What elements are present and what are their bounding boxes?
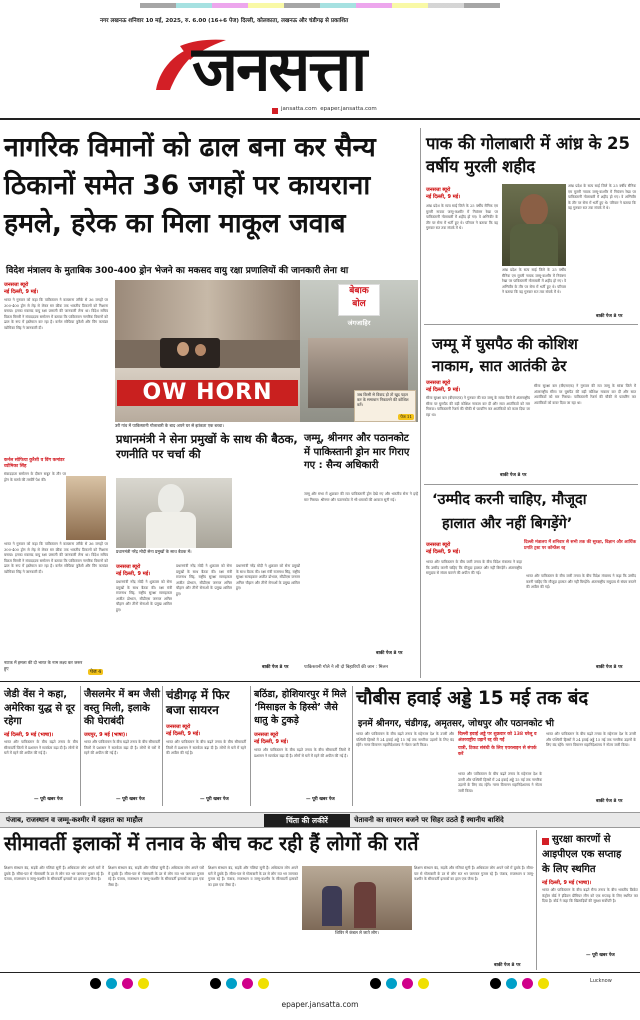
airports-highlight-box [458,732,542,770]
masthead-urls: jansatta.com epaper.jansatta.com [281,106,377,112]
pm-continued: बाकी पेज 8 पर [262,665,289,670]
ummeed-body-col2: भारत और पाकिस्तान के बीच जारी तनाव के बीच विदेश मंत्रालय ने कहा कि उम्मीद करनी चाहिए कि मौजूदा हालात और नहीं बिगड़ेंगे। अंतरराष्ट्रीय समुदाय से संयम बरतने की अपील की गई। [526,574,636,590]
jd-vance-dateline: नई दिल्ली, 9 मई (भाषा)। [4,732,54,738]
airports-subhead: इनमें श्रीनगर, चंडीगढ़, अमृतसर, जोधपुर और पठानकोट भी [358,719,554,729]
jd-vance-body: भारत और पाकिस्तान के बीच बढ़ते तनाव के बीच सीमावर्ती जिलों में प्रशासन ने सतर्कता बढ़ा दी है। लोगों से घरों में रहने की अपील की गई है। [4,740,78,756]
lead-page-ref [88,658,108,675]
lead-body-cont: भारत ने गुरुवार को कहा कि पाकिस्तान ने कायराना तरीके से 36 जगहों पर 300-400 ड्रोन से लेह से लेकर सर क्रीक तक भारतीय ठिकानों को निशाना बनाया। इनका मकसद वायु रक्षा प्रणाली की जानकारी लेना था। विदेश सचिव विक्रम मिसरी ने संवाददाता सम्मेलन में बताया कि पाकिस्तान नागरिक विमानों को ढाल के रूप में इस्तेमाल कर रहा है। कर्नल सोफिया कुरैशी और विंग कमांडर व्योमिका सिंह ने जानकारी दी। [4,542,108,574]
jammu-drone-continued: बाकी पेज 8 पर [376,651,403,656]
jd-vance-continued [34,796,78,804]
lead-subhead: विदेश मंत्रालय के मुताबिक 300-400 ड्रोन भेजने का मकसद वायु रक्षा प्रणालियों की जानकारी लेना था [6,266,349,276]
border-continued: बाकी पेज 8 पर [494,963,521,968]
lead-sidebar-label: कर्नल सोफिया कुरैशी व विंग कमांडर व्योमिका सिंह [4,458,65,469]
ticker-center: चिंता की लकीरें [264,814,350,827]
jaisalmer-body: भारत और पाकिस्तान के बीच बढ़ते तनाव के बीच सीमावर्ती जिलों में प्रशासन ने सतर्कता बढ़ा दी है। लोगों से घरों में रहने की अपील की गई है। [84,740,160,756]
jammu-infiltration-headline-1: जम्मू में घुसपैठ की कोशिश [432,335,578,353]
pm-photo [116,478,232,548]
jammu-drone-footer-note: पाकिस्तानी गोले ने ली दो बिहारियों की जान : मिलन [304,665,388,670]
chandigarh-headline: चंडीगढ़ में फिर बजा सायरन [166,688,230,717]
border-body: शिक्षण संस्थान बंद, सड़कें और गलियां सुनी हैं। अधिकतर लोग अपने घरों में दुबके हैं। सीमा-पार से गोलाबारी के डर से लोग रात भर जागकर गुजार रहे हैं। पंजाब, राजस्थान व जम्मू-कश्मीर के सीमावर्ती इलाकों का हाल एक जैसा है। [4,866,104,882]
jaisalmer-continued: — पूरी खबर पेज [116,797,145,802]
lead-headline-line-3: हमले, हरेक का मिला माकूल जवाब [4,208,346,239]
ipl-headline-2: आइपीएल एक सप्ताह [542,849,622,860]
bebaak-column: जंगजाहिर [347,319,371,327]
lead-photo-banner: OW HORN [117,380,298,406]
masthead-title: जनसत्ता [192,32,366,105]
ummeed-body: भारत और पाकिस्तान के बीच जारी तनाव के बीच विदेश मंत्रालय ने कहा कि उम्मीद करनी चाहिए कि मौजूदा हालात और नहीं बिगड़ेंगे। अंतरराष्ट्रीय समुदाय से संयम बरतने की अपील की गई। [426,560,522,576]
ipl-headline-3: के लिए स्थगित [542,864,596,875]
footer-center: epaper.jansatta.com [281,1000,359,1009]
jammu-infiltration-body: सीमा सुरक्षा बल (बीएसएफ) ने गुरुवार की रात जम्मू के सांबा जिले में अंतरराष्ट्रीय सीमा पर घुसपैठ की बड़ी कोशिश नाकाम कर दी और सात आतंकियों को मार गिराया। पाकिस्तानी रेंजर्स की चौकी से फायरिंग कर आतंकियों को कवर दिया जा रहा था। [426,396,530,417]
airports-headline: चौबीस हवाई अड्डे 15 मई तक बंद [356,688,589,709]
border-body-col3: शिक्षण संस्थान बंद, सड़कें और गलियां सुनी हैं। अधिकतर लोग अपने घरों में दुबके हैं। सीमा-पार से गोलाबारी के डर से लोग रात भर जागकर गुजार रहे हैं। पंजाब, राजस्थान व जम्मू-कश्मीर के सीमावर्ती इलाकों का हाल एक जैसा है। [208,866,299,887]
lead-sidebar-photo [66,476,106,540]
lead-photo-caption: उरी गांव में पाकिस्तानी गोलाबारी के बाद अपने घर से झांकता एक बच्चा। [115,423,224,428]
lead-sidebar-body: संवाददाता सम्मेलन के दौरान सबूत के तौर पर ड्रोन के मलबे की तस्वीरें पेश कीं। [4,472,66,482]
airports-highlight-2: यात्री, टिकट संबंधी के लिए एयरलाइन से संपर्क करें [458,746,537,757]
ipl-headline-1: सुरक्षा कारणों से [552,834,611,845]
chandigarh-body: भारत और पाकिस्तान के बीच बढ़ते तनाव के बीच सीमावर्ती जिलों में प्रशासन ने सतर्कता बढ़ा दी है। लोगों से घरों में रहने की अपील की गई है। [166,740,246,756]
bebaak-label-2: बोल [352,299,366,309]
masthead-url-icon [272,108,278,114]
bathinda-continued: — पूरी खबर पेज [306,797,335,802]
ipl-bullet-icon [542,838,549,845]
ipl-continued: — पूरी खबर पेज [586,953,615,958]
ticker-right: चेतावनी का सायरन बजने पर सिहर उठते हैं स्थानीय बाशिंदे [354,816,504,824]
border-headline: सीमावर्ती इलाकों में तनाव के बीच कट रही हैं लोगों की रातें [4,832,419,855]
jammu-infiltration-headline-2: नाकाम, सात आतंकी ढेर [432,357,567,375]
pm-body-col2: प्रधानमंत्री नरेंद्र मोदी ने शुक्रवार को सेना प्रमुखों के साथ बैठक की। रक्षा मंत्री राजनाथ सिंह, राष्ट्रीय सुरक्षा सलाहकार अजीत डोभाल, सीडीएस जनरल अनिल चौहान और तीनों सेनाओं के प्रमुख शामिल हुए। [176,564,232,596]
pm-body: प्रधानमंत्री नरेंद्र मोदी ने शुक्रवार को सेना प्रमुखों के साथ बैठक की। रक्षा मंत्री राजनाथ सिंह, राष्ट्रीय सुरक्षा सलाहकार अजीत डोभाल, सीडीएस जनरल अनिल चौहान और तीनों सेनाओं के प्रमुख शामिल हुए। [116,580,172,612]
murali-continued: बाकी पेज 8 पर [596,314,623,319]
bebaak-caption: जब किसी से विवाद हो तो खुद पहल कर के समाधान निकालने की कोशिश करें। [357,392,409,407]
chandigarh-dateline: जनसत्ता ब्यूरो नई दिल्ली, 9 मई। [166,724,201,737]
airports-continued: बाकी पेज 8 पर [596,799,623,804]
airports-highlight-1: दिल्ली हवाई अड्डे पर शुक्रवार को 138 घरेलू व अंतरराष्ट्रीय उड़ानें रद्द की गईं [458,732,537,743]
pm-headline: प्रधानमंत्री ने सेना प्रमुखों के साथ की बैठक, रणनीति पर चर्चा की [116,432,298,461]
border-photo-caption: शिविर में कंबल ले जाते लोग। [302,930,412,937]
jammu-infiltration-body-col2: सीमा सुरक्षा बल (बीएसएफ) ने गुरुवार की रात जम्मू के सांबा जिले में अंतरराष्ट्रीय सीमा पर घुसपैठ की बड़ी कोशिश नाकाम कर दी और सात आतंकियों को मार गिराया। पाकिस्तानी रेंजर्स की चौकी से फायरिंग कर आतंकियों को कवर दिया जा रहा था। [534,384,636,405]
bebaak-label [338,284,380,316]
ipl-body: भारत और पाकिस्तान के बीच बढ़ते सैन्य तनाव के बीच भारतीय क्रिकेट कंट्रोल बोर्ड ने इंडियन प्रीमियर लीग को एक सप्ताह के लिए स्थगित कर दिया है। बोर्ड ने कहा कि खिलाड़ियों की सुरक्षा सर्वोपरि है। [542,888,638,904]
masthead-top-line: नगर लखनऊ शनिवार 10 मई, 2025, रु. 6.00 (16+6 पेज) दिल्ली, कोलकाता, लखनऊ और चंडीगढ़ से प्रकाशित [100,18,349,24]
ipl-dateline: नई दिल्ली, 9 मई (भाषा)। [542,880,592,886]
lead-headline-line-1: नागरिक विमानों को ढाल बना कर सैन्य [4,132,376,163]
lead-footer-note: नाटक में हमला की दो भारत के नाम लक्ष्य कर जरूर हुए [4,660,83,671]
pm-body-col3: प्रधानमंत्री नरेंद्र मोदी ने शुक्रवार को सेना प्रमुखों के साथ बैठक की। रक्षा मंत्री राजनाथ सिंह, राष्ट्रीय सुरक्षा सलाहकार अजीत डोभाल, सीडीएस जनरल अनिल चौहान और तीनों सेनाओं के प्रमुख शामिल हुए। [236,564,300,591]
murali-headline: पाक की गोलाबारी में आंध्र के 25 वर्षीय मुरली शहीद [426,134,630,176]
ticker-left: पंजाब, राजस्थान व जम्मू-कश्मीर में दहशत का माहौल [6,816,143,824]
lead-body: भारत ने गुरुवार को कहा कि पाकिस्तान ने कायराना तरीके से 36 जगहों पर 300-400 ड्रोन से लेह से लेकर सर क्रीक तक भारतीय ठिकानों को निशाना बनाया। इनका मकसद वायु रक्षा प्रणाली की जानकारी लेना था। विदेश सचिव विक्रम मिसरी ने संवाददाता सम्मेलन में बताया कि पाकिस्तान नागरिक विमानों को ढाल के रूप में इस्तेमाल कर रहा है। कर्नल सोफिया कुरैशी और विंग कमांडर व्योमिका सिंह ने जानकारी दी। [4,298,108,330]
ummeed-dateline: जनसत्ता ब्यूरो नई दिल्ली, 9 मई। [426,542,461,555]
jd-vance-continued-text: — पूरी खबर पेज [34,797,63,802]
lead-headline-line-2: ठिकानों समेत 36 जगहों पर कायराना [4,170,371,201]
jammu-infiltration-continued: बाकी पेज 8 पर [500,473,527,478]
airports-body-col2: भारत और पाकिस्तान के बीच बढ़ते तनाव के मद्देनजर देश के उत्तरी और पश्चिमी हिस्सों में 24 हवाई अड्डे 15 मई तक नागरिक उड़ानों के लिए बंद रहेंगे। नागर विमानन महानिदेशालय ने नोटम जारी किया। [458,772,542,793]
bathinda-body: भारत और पाकिस्तान के बीच बढ़ते तनाव के बीच सीमावर्ती जिलों में प्रशासन ने सतर्कता बढ़ा दी है। लोगों से घरों में रहने की अपील की गई है। [254,748,350,758]
color-registration-strip [90,978,550,990]
lead-page-ref-badge: पेज 4 [90,669,102,675]
murali-body: आंध्र प्रदेश के सत्य साई जिले के 25 वर्षीय सैनिक एम मुरली नायक जम्मू-कश्मीर में नियंत्रण रेखा पर पाकिस्तानी गोलाबारी में शहीद हो गए। वे अग्निवीर के तौर पर सेना में भर्ती हुए थे। परिवार ने बताया कि वह गुरुवार रात तक संपर्क में थे। [426,204,498,231]
jammu-infiltration-dateline: जनसत्ता ब्यूरो नई दिल्ली, 9 मई। [426,380,461,393]
airports-body: भारत और पाकिस्तान के बीच बढ़ते तनाव के मद्देनजर देश के उत्तरी और पश्चिमी हिस्सों में 24 हवाई अड्डे 15 मई तक नागरिक उड़ानों के लिए बंद रहेंगे। नागर विमानन महानिदेशालय ने नोटम जारी किया। [356,732,454,748]
border-photo [302,866,412,930]
jammu-drone-body: जम्मू और संभा में शुक्रवार की रात पाकिस्तानी ड्रोन देखे गए और भारतीय सेना ने इन्हें मार गिराया। श्रीनगर और पठानकोट में भी धमाकों की आवाज सुनी गई। [304,492,418,502]
ummeed-continued: बाकी पेज 8 पर [596,665,623,670]
border-body-col4: शिक्षण संस्थान बंद, सड़कें और गलियां सुनी हैं। अधिकतर लोग अपने घरों में दुबके हैं। सीमा-पार से गोलाबारी के डर से लोग रात भर जागकर गुजार रहे हैं। पंजाब, राजस्थान व जम्मू-कश्मीर के सीमावर्ती इलाकों का हाल एक जैसा है। [414,866,534,882]
jaisalmer-headline: जैसलमेर में बम जैसी वस्तु मिली, इलाके की घेराबंदी [84,689,160,727]
murali-photo [502,184,566,266]
bathinda-dateline: जनसत्ता ब्यूरो नई दिल्ली, 9 मई। [254,732,289,745]
footer-right: Lucknow [590,978,612,984]
border-body-col2: शिक्षण संस्थान बंद, सड़कें और गलियां सुनी हैं। अधिकतर लोग अपने घरों में दुबके हैं। सीमा-पार से गोलाबारी के डर से लोग रात भर जागकर गुजार रहे हैं। पंजाब, राजस्थान व जम्मू-कश्मीर के सीमावर्ती इलाकों का हाल एक जैसा है। [108,866,204,887]
jd-vance-headline: जेडी वेंस ने कहा, अमेरिका युद्ध से दूर रहेगा [4,689,75,727]
chandigarh-continued: — पूरी खबर पेज [200,797,229,802]
bathinda-headline: बठिंडा, होशियारपुर में मिले ‘मिसाइल के हिस्से’ जैसे धातु के टुकड़े [254,689,347,726]
lead-photo [115,280,300,422]
lead-dateline: जनसत्ता ब्यूरो नई दिल्ली, 9 मई। [4,282,39,295]
jaisalmer-dateline: जयपुर, 9 मई (भाषा)। [84,732,128,738]
ummeed-highlight: दिल्ली मंत्रालय में शनिवार से सभी तक की सुरक्षा, विज्ञान और आर्थिक प्रगति ट्रस्ट पर कॉन्फ्रेंस रद्द [524,540,636,551]
murali-body-col2: आंध्र प्रदेश के सत्य साई जिले के 25 वर्षीय सैनिक एम मुरली नायक जम्मू-कश्मीर में नियंत्रण रेखा पर पाकिस्तानी गोलाबारी में शहीद हो गए। वे अग्निवीर के तौर पर सेना में भर्ती हुए थे। परिवार ने बताया कि वह गुरुवार रात तक संपर्क में थे। [568,184,636,211]
bebaak-label-1: बेबाक [349,286,369,296]
bebaak-caption-box [354,390,416,422]
pm-dateline: जनसत्ता ब्यूरो नई दिल्ली, 9 मई। [116,564,151,577]
lead-sidebar [4,458,66,540]
jammu-drone-headline: जम्मू, श्रीनगर और पठानकोट में पाकिस्तानी ड्रोन मार गिराए गए : सैन्य अधिकारी [304,433,410,471]
murali-body-col3: आंध्र प्रदेश के सत्य साई जिले के 25 वर्षीय सैनिक एम मुरली नायक जम्मू-कश्मीर में नियंत्रण रेखा पर पाकिस्तानी गोलाबारी में शहीद हो गए। वे अग्निवीर के तौर पर सेना में भर्ती हुए थे। परिवार ने बताया कि वह गुरुवार रात तक संपर्क में थे। [502,268,566,295]
pm-photo-caption: प्रधानमंत्री नरेंद्र मोदी सेना प्रमुखों के साथ बैठक में। [116,549,192,554]
murali-dateline: जनसत्ता ब्यूरो नई दिल्ली, 9 मई। [426,187,461,200]
airports-body-col3: भारत और पाकिस्तान के बीच बढ़ते तनाव के मद्देनजर देश के उत्तरी और पश्चिमी हिस्सों में 24 हवाई अड्डे 15 मई तक नागरिक उड़ानों के लिए बंद रहेंगे। नागर विमानन महानिदेशालय ने नोटम जारी किया। [546,732,636,748]
ummeed-headline-1: ‘उम्मीद करनी चाहिए, मौजूदा [432,492,587,508]
ummeed-headline-2: हालात और नहीं बिगड़ेंगे’ [442,516,573,532]
registration-strip-top [140,2,500,10]
bebaak-page-ref: पेज 11 [400,414,412,419]
ticker-band [0,812,640,828]
